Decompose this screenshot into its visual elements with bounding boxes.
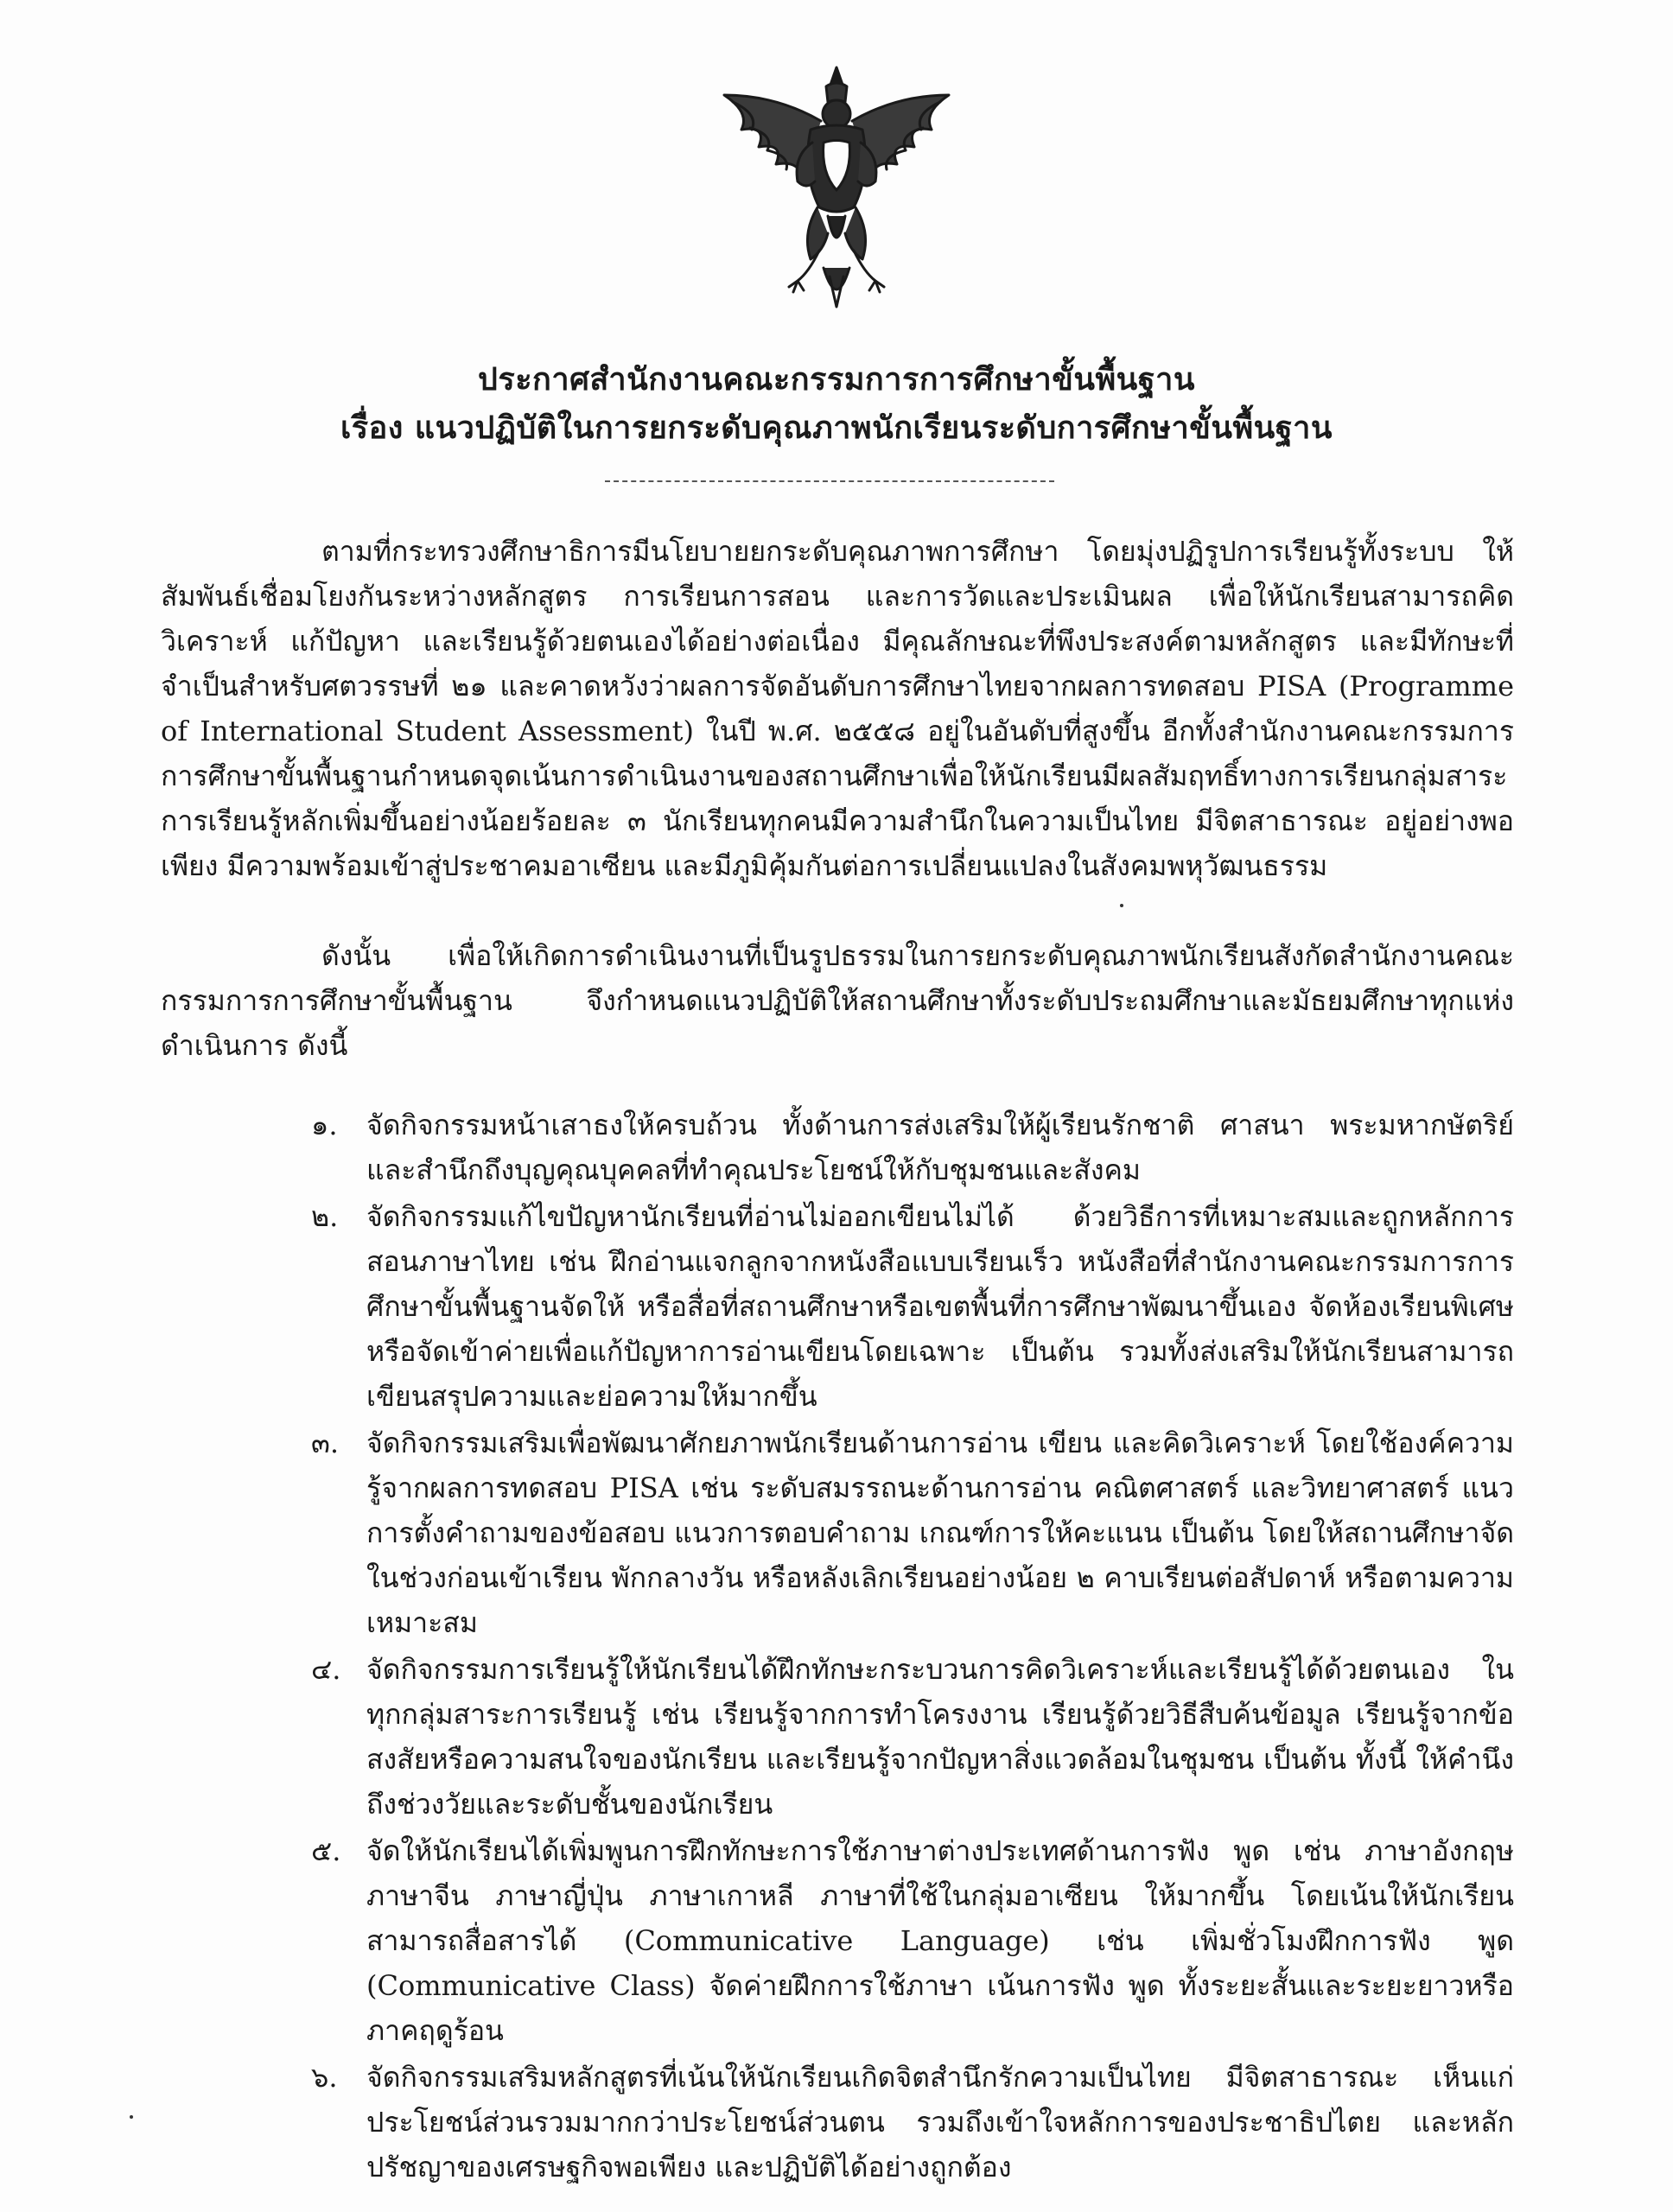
announcement-subject: เรื่อง แนวปฏิบัติในการยกระดับคุณภาพนักเรียนระดับการศึกษาขั้นพื้นฐาน	[340, 410, 1333, 446]
guideline-number: ๔.	[311, 1653, 341, 1686]
guideline-text: จัดให้นักเรียนได้เพิ่มพูนการฝึกทักษะการใช้ภาษาต่างประเทศด้านการฟัง พูด เช่น ภาษาอังกฤษ ภาษาจีน ภาษาญี่ปุ่น ภาษาเกาหลี ภาษาที่ใช้ในกลุ่มอาเซียน ให้มากขึ้น โดยเน้นให้นักเรียนสามารถสื่อสารได้ (Communicative Language) เช่น เพิ่มชั่วโมงฝึกการฟัง พูด (Communicative Class) จัดค่ายฝึกการใช้ภาษา เน้นการฟัง พูด ทั้งระยะสั้นและระยะยาวหรือภาคฤดูร้อน	[366, 1834, 1514, 2047]
guideline-list	[311, 1103, 1514, 2191]
directive-paragraph: ดังนั้น เพื่อให้เกิดการดำเนินงานที่เป็นรูปธรรมในการยกระดับคุณภาพนักเรียนสังกัดสำนักงานคณะกรรมการการศึกษาขั้นพื้นฐาน จึงกำหนดแนวปฏิบัติให้สถานศึกษาทั้งระดับประถมศึกษาและมัธยมศึกษาทุกแห่งดำเนินการ ดังนี้	[161, 939, 1514, 1062]
intro-paragraph: ตามที่กระทรวงศึกษาธิการมีนโยบายยกระดับคุณภาพการศึกษา โดยมุ่งปฏิรูปการเรียนรู้ทั้งระบบ ให้สัมพันธ์เชื่อมโยงกันระหว่างหลักสูตร การเรียนการสอน และการวัดและประเมินผล เพื่อให้นักเรียนสามารถคิดวิเคราะห์ แก้ปัญหา และเรียนรู้ด้วยตนเองได้อย่างต่อเนื่อง มีคุณลักษณะที่พึงประสงค์ตามหลักสูตร และมีทักษะที่จำเป็นสำหรับศตวรรษที่ ๒๑ และคาดหวังว่าผลการจัดอันดับการศึกษาไทยจากผลการทดสอบ PISA (Programme of International Student Assessment) ในปี พ.ศ. ๒๕๕๘ อยู่ในอันดับที่สูงขึ้น อีกทั้งสำนักงานคณะกรรมการการศึกษาขั้นพื้นฐานกำหนดจุดเน้นการดำเนินงานของสถานศึกษาเพื่อให้นักเรียนมีผลสัมฤทธิ์ทางการเรียนกลุ่มสาระการเรียนรู้หลักเพิ่มขึ้นอย่างน้อยร้อยละ ๓ นักเรียนทุกคนมีความสำนึกในความเป็นไทย มีจิตสาธารณะ อยู่อย่างพอเพียง มีความพร้อมเข้าสู่ประชาคมอาเซียน และมีภูมิคุ้มกันต่อการเปลี่ยนแปลงในสังคมพหุวัฒนธรรม	[161, 535, 1514, 882]
scan-speck	[130, 2115, 133, 2119]
guideline-item	[311, 1194, 1514, 1419]
scan-speck	[1120, 904, 1123, 907]
guideline-number: ๓.	[311, 1427, 340, 1459]
guideline-item	[311, 1647, 1514, 1827]
guideline-item	[311, 1421, 1514, 1645]
guideline-text: จัดกิจกรรมแก้ไขปัญหานักเรียนที่อ่านไม่ออกเขียนไม่ได้ ด้วยวิธีการที่เหมาะสมและถูกหลักการสอนภาษาไทย เช่น ฝึกอ่านแจกลูกจากหนังสือแบบเรียนเร็ว หนังสือที่สำนักงานคณะกรรมการการศึกษาขั้นพื้นฐานจัดให้ หรือสื่อที่สถานศึกษาหรือเขตพื้นที่การศึกษาพัฒนาขึ้นเอง จัดห้องเรียนพิเศษหรือจัดเข้าค่ายเพื่อแก้ปัญหาการอ่านเขียนโดยเฉพาะ เป็นต้น รวมทั้งส่งเสริมให้นักเรียนสามารถเขียนสรุปความและย่อความให้มากขึ้น	[366, 1200, 1514, 1413]
guideline-item	[311, 1103, 1514, 1192]
guideline-number: ๑.	[311, 1109, 338, 1141]
announcement-title: ประกาศสำนักงานคณะกรรมการการศึกษาขั้นพื้นฐาน	[478, 361, 1195, 397]
guideline-item	[311, 2055, 1514, 2190]
guideline-item	[311, 1828, 1514, 2053]
guideline-text: จัดกิจกรรมการเรียนรู้ให้นักเรียนได้ฝึกทักษะกระบวนการคิดวิเคราะห์และเรียนรู้ได้ด้วยตนเอง ในทุกกลุ่มสาระการเรียนรู้ เช่น เรียนรู้จากการทำโครงงาน เรียนรู้ด้วยวิธีสืบค้นข้อมูล เรียนรู้จากข้อสงสัยหรือความสนใจของนักเรียน และเรียนรู้จากปัญหาสิ่งแวดล้อมในชุมชน เป็นต้น ทั้งนี้ ให้คำนึงถึงช่วงวัยและระดับชั้นของนักเรียน	[366, 1653, 1514, 1821]
guideline-number: ๕.	[311, 1834, 341, 1867]
guideline-text: จัดกิจกรรมหน้าเสาธงให้ครบถ้วน ทั้งด้านการส่งเสริมให้ผู้เรียนรักชาติ ศาสนา พระมหากษัตริย์ และสำนึกถึงบุญคุณบุคคลที่ทำคุณประโยชน์ให้กับชุมชนและสังคม	[366, 1109, 1514, 1186]
guideline-number: ๖.	[311, 2061, 338, 2094]
guideline-text: จัดกิจกรรมเสริมเพื่อพัฒนาศักยภาพนักเรียนด้านการอ่าน เขียน และคิดวิเคราะห์ โดยใช้องค์ความรู้จากผลการทดสอบ PISA เช่น ระดับสมรรถนะด้านการอ่าน คณิตศาสตร์ และวิทยาศาสตร์ แนวการตั้งคำถามของข้อสอบ แนวการตอบคำถาม เกณฑ์การให้คะแนน เป็นต้น โดยให้สถานศึกษาจัดในช่วงก่อนเข้าเรียน พักกลางวัน หรือหลังเลิกเรียนอย่างน้อย ๒ คาบเรียนต่อสัปดาห์ หรือตามความเหมาะสม	[366, 1427, 1514, 1639]
title-divider	[605, 480, 1054, 482]
guideline-text: จัดกิจกรรมเสริมหลักสูตรที่เน้นให้นักเรียนเกิดจิตสำนึกรักความเป็นไทย มีจิตสาธารณะ เห็นแก่ประโยชน์ส่วนรวมมากกว่าประโยชน์ส่วนตน รวมถึงเข้าใจหลักการของประชาธิปไตย และหลักปรัชญาของเศรษฐกิจพอเพียง และปฏิบัติได้อย่างถูกต้อง	[366, 2061, 1514, 2183]
garuda-emblem-icon	[707, 60, 966, 320]
guideline-number: ๒.	[311, 1200, 339, 1233]
